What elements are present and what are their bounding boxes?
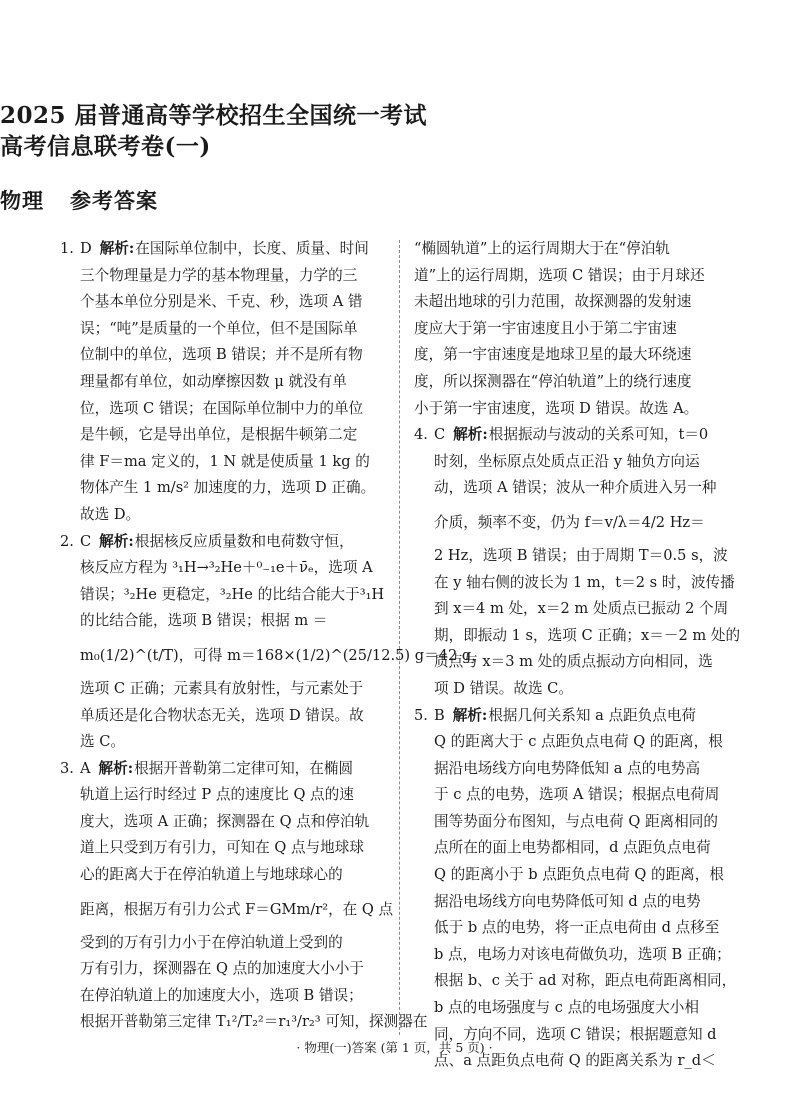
text-line (60, 635, 486, 676)
text-line (60, 809, 400, 836)
question-number: 2. (60, 532, 74, 550)
text-span: 低于 b 点的电势，将一正点电荷由 d 点移至 (434, 919, 720, 937)
text-span: b 点的电场强度与 c 点的电场强度大小相 (434, 999, 699, 1017)
text-span: 根据核反应质量数和电荷数守恒， (134, 532, 354, 550)
text-span: 距离，根据万有引力公式 F＝GMm/r²，在 Q 点 (80, 900, 394, 918)
text-line (414, 915, 754, 942)
text-line (60, 983, 400, 1010)
question-number: 4. (414, 426, 428, 444)
text-line (60, 729, 400, 756)
answer-letter: C (80, 532, 92, 550)
subject-label: 物理 (0, 188, 44, 213)
text-line (60, 889, 400, 930)
text-line (414, 475, 754, 502)
text-line (414, 676, 754, 703)
text-span: 根据 b、c 关于 ad 对称，距点电荷距离相同， (434, 972, 737, 990)
text-line (60, 502, 400, 529)
text-span: 轨道上运行时经过 P 点的速度比 Q 点的速 (80, 786, 354, 804)
text-span: 道”上的运行周期，选项 C 错误；由于月球还 (414, 266, 705, 284)
text-span: 在 y 轴右侧的波长为 1 m，t＝2 s 时，波传播 (434, 573, 735, 591)
answer-letter: D (80, 240, 92, 257)
text-line (414, 263, 754, 290)
text-span: 错误；³₂He 更稳定，³₂He 的比结合能大于³₁H (80, 585, 385, 603)
text-span: 在国际单位制中，长度、质量、时间 (135, 240, 369, 257)
answer-letter: C (434, 426, 446, 444)
text-span: 选项 C 正确；元素具有放射性，与元素处于 (80, 679, 364, 697)
text-line (60, 756, 400, 783)
text-span: 律 F＝ma 定义的，1 N 就是使质量 1 kg 的 (80, 452, 370, 470)
text-line (60, 956, 400, 983)
text-line (414, 862, 754, 889)
text-line (60, 263, 400, 290)
text-span: 根据开普勒第二定律可知，在椭圆 (134, 759, 354, 777)
text-line (414, 422, 754, 449)
text-line (60, 396, 400, 423)
text-line (60, 782, 400, 809)
text-line (60, 236, 400, 263)
text-line (60, 342, 400, 369)
text-span: 的比结合能，选项 B 错误；根据 m ＝ (80, 612, 328, 630)
text-span: 质点与 x＝3 m 处的质点振动方向相同，选 (434, 653, 713, 671)
text-span: 道上只受到万有引力，可知在 Q 点与地球球 (80, 839, 364, 857)
text-line (414, 449, 754, 476)
text-line (60, 862, 400, 889)
analysis-label: 解析: (99, 532, 134, 550)
text-span: Q 的距离小于 b 点距负点电荷 Q 的距离，根 (434, 866, 724, 884)
text-line (60, 555, 400, 582)
text-line (60, 316, 400, 343)
text-span: b 点，电场力对该电荷做负功，选项 B 正确； (434, 945, 731, 963)
text-span: 是牛顿，它是导出单位，是根据牛顿第二定 (80, 426, 358, 444)
text-line (414, 570, 754, 597)
text-line (60, 835, 400, 862)
text-line (414, 596, 754, 623)
text-span: 到 x＝4 m 处，x＝2 m 处质点已振动 2 个周 (434, 600, 729, 618)
question-number: 3. (60, 759, 74, 777)
text-line (414, 889, 754, 916)
answer-letter: B (434, 706, 445, 724)
text-span: 度，所以探测器在“停泊轨道”上的绕行速度 (414, 372, 692, 390)
question-number: 5. (414, 706, 428, 724)
text-span: 心的距离大于在停泊轨道上与地球球心的 (80, 866, 343, 884)
text-span: 三个物理量是力学的基本物理量，力学的三 (80, 266, 358, 284)
text-span: 根据开普勒第三定律 T₁²/T₂²＝r₁³/r₂³ 可知，探测器在 (80, 1013, 428, 1031)
text-span: 度大，选项 A 正确；探测器在 Q 点和停泊轨 (80, 812, 370, 830)
text-line (414, 649, 754, 676)
right-column (414, 236, 754, 1075)
text-line (60, 930, 400, 957)
text-line (414, 396, 754, 423)
text-line (60, 422, 400, 449)
answer-item (60, 756, 428, 1036)
text-line (60, 475, 400, 502)
text-line (60, 608, 400, 635)
text-span: 误；“吨”是质量的一个单位，但不是国际单 (80, 319, 358, 337)
text-span: 项 D 错误。故选 C。 (434, 679, 573, 697)
text-span: 围等势面分布图知，与点电荷 Q 距离相同的 (434, 812, 718, 830)
document-heading (0, 185, 789, 215)
answer-continuation (414, 236, 754, 422)
text-span: 根据振动与波动的关系可知，t＝0 (488, 426, 709, 444)
analysis-label: 解析: (453, 426, 488, 444)
answer-item (414, 422, 754, 702)
text-line (414, 316, 754, 343)
text-span: 单质还是化合物状态无关，选项 D 错误。故 (80, 706, 364, 724)
text-span: 个基本单位分别是米、千克、秒，选项 A 错 (80, 293, 363, 311)
answer-item (414, 703, 754, 1075)
text-line (414, 623, 754, 650)
text-span: 位，选项 C 错误；在国际单位制中力的单位 (80, 399, 364, 417)
column-divider (399, 240, 400, 1035)
text-line (60, 529, 400, 556)
text-line (414, 809, 754, 836)
text-line (414, 756, 754, 783)
exam-subtitle: 高考信息联考卷(一) (0, 133, 211, 160)
text-span: 点、a 点距负点电荷 Q 的距离关系为 r_d＜ (434, 1052, 716, 1070)
text-line (414, 342, 754, 369)
text-span: 点所在的面上电势都相同，d 点距负点电荷 (434, 839, 711, 857)
text-line (60, 703, 400, 730)
text-span: 期，即振动 1 s，选项 C 正确；x＝－2 m 处的 (434, 626, 741, 644)
text-span: 同，方向不同，选项 C 错误；根据题意知 d (434, 1025, 717, 1043)
text-line (414, 502, 754, 543)
text-line (414, 236, 754, 263)
text-span: 在停泊轨道上的加速度大小，选项 B 错误； (80, 986, 363, 1004)
text-span: 时刻，坐标原点处质点正沿 y 轴负方向运 (434, 452, 700, 470)
text-span: 未超出地球的引力范围，故探测器的发射速 (414, 293, 692, 311)
text-span: 受到的万有引力小于在停泊轨道上受到的 (80, 933, 343, 951)
text-line (60, 1009, 428, 1036)
text-line (414, 782, 754, 809)
text-line (414, 289, 754, 316)
answer-item (60, 236, 400, 529)
text-line (60, 289, 400, 316)
text-span: 度应大于第一宇宙速度且小于第二宇宙速 (414, 319, 677, 337)
text-line (414, 968, 754, 995)
text-span: Q 的距离大于 c 点距负点电荷 Q 的距离，根 (434, 733, 723, 751)
text-span: 度，第一宇宙速度是地球卫星的最大环绕速 (414, 346, 692, 364)
text-line (60, 449, 400, 476)
text-span: 故选 D。 (80, 505, 141, 523)
text-span: 选 C。 (80, 733, 125, 751)
answer-item (60, 529, 486, 756)
analysis-label: 解析: (98, 759, 134, 777)
text-line (414, 729, 754, 756)
text-span: 小于第一宇宙速度，选项 D 错误。故选 A。 (414, 399, 699, 417)
exam-title: 2025 届普通高等学校招生全国统一考试 (0, 102, 428, 129)
text-span: 理量都有单位，如动摩擦因数 μ 就没有单 (80, 372, 347, 390)
page-footer: · 物理(一)答案 (第 1 页，共 5 页) · (296, 1040, 493, 1055)
question-number: 1. (60, 240, 74, 257)
text-span: 据沿电场线方向电势降低知 a 点的电势高 (434, 759, 701, 777)
text-span: m₀(1/2)^(t/T)，可得 m＝168×(1/2)^(25/12.5) g＝42 g， (80, 646, 486, 664)
text-line (414, 995, 754, 1022)
text-line (60, 369, 400, 396)
doc-type-label: 参考答案 (70, 188, 158, 213)
text-line (414, 369, 754, 396)
text-span: 位制中的单位，选项 B 错误；并不是所有物 (80, 346, 363, 364)
text-span: 根据几何关系知 a 点距负点电荷 (488, 706, 697, 724)
text-line (60, 676, 400, 703)
text-span: 据沿电场线方向电势降低可知 d 点的电势 (434, 892, 701, 910)
text-span: 动，选项 A 错误；波从一种介质进入另一种 (434, 479, 717, 497)
text-span: 核反应方程为 ³₁H→³₂He＋⁰₋₁e＋ν̄ₑ，选项 A (80, 559, 373, 577)
text-span: 于 c 点的电势，选项 A 错误；根据点电荷周 (434, 786, 720, 804)
analysis-label: 解析: (452, 706, 488, 724)
text-line (414, 703, 754, 730)
text-span: 物体产生 1 m/s² 加速度的力，选项 D 正确。 (80, 479, 376, 497)
left-column (60, 236, 486, 1036)
text-span: 2 Hz，选项 B 错误；由于周期 T＝0.5 s，波 (434, 546, 728, 564)
text-line (414, 543, 754, 570)
text-span: 介质，频率不变，仍为 f＝v/λ＝4/2 Hz＝ (434, 513, 705, 531)
text-line (60, 582, 400, 609)
text-span: “椭圆轨道”上的运行周期大于在“停泊轨 (414, 240, 670, 257)
analysis-label: 解析: (99, 240, 135, 257)
text-line (414, 942, 754, 969)
text-span: 万有引力，探测器在 Q 点的加速度大小小于 (80, 960, 364, 978)
text-line (414, 835, 754, 862)
answer-letter: A (80, 759, 91, 777)
